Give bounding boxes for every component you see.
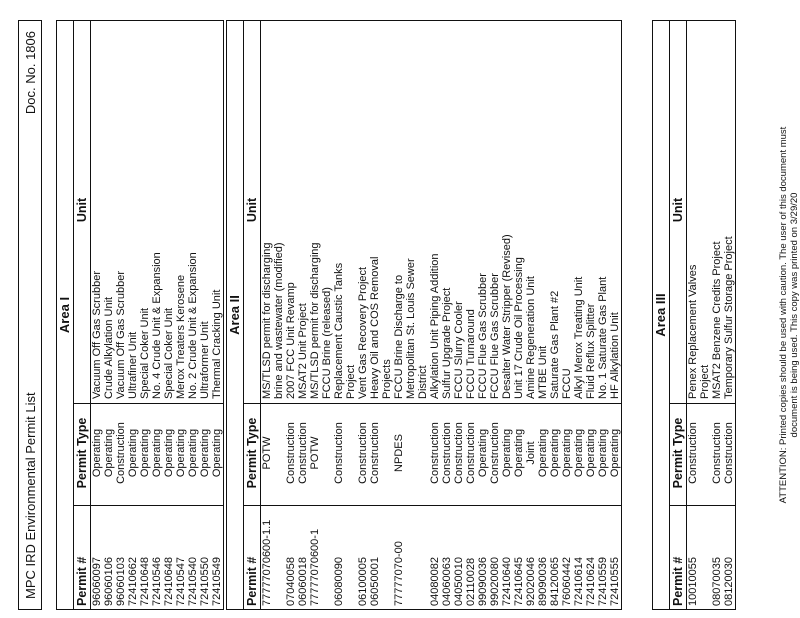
permit-type-cell [321, 403, 333, 505]
permit-type-cell: Operating [163, 403, 175, 505]
permit-type-cell: Operating [127, 403, 139, 505]
permit-number-cell: 99020080 [489, 505, 501, 609]
permit-number-cell: 92020046 [525, 505, 537, 609]
permit-number-cell: 77777070600-1.1 [261, 505, 273, 609]
unit-name-cell: Desalter Water Stripper (Revised) [501, 234, 513, 399]
permit-type-cell [273, 403, 285, 505]
unit-name-cell: Crude Alkylation Unit [103, 296, 115, 399]
permit-number-cell: 72410546 [151, 505, 163, 609]
permit-number-cell: 06050001 [369, 505, 381, 609]
permit-number-cell: 77777070-00 [393, 505, 405, 609]
table-row [549, 21, 561, 609]
unit-name-cell: FCCU Flue Gas Scrubber [477, 273, 489, 399]
col-permit-header: Permit # [74, 505, 90, 609]
area-2-column-headers [244, 21, 261, 609]
table-row [513, 21, 525, 609]
table-row [687, 21, 699, 609]
table-row [477, 21, 489, 609]
table-row [345, 21, 357, 609]
permit-type-cell: Joint [525, 403, 537, 505]
permit-number-cell [381, 505, 393, 609]
permit-type-cell: Operating [199, 403, 211, 505]
table-row [489, 21, 501, 609]
table-row [297, 21, 309, 609]
unit-name-cell: Unit 17 Crude Oil Processing [513, 257, 525, 399]
permit-type-cell: Operating [477, 403, 489, 505]
unit-name-cell: Vacuum Off Gas Scrubber [115, 271, 127, 399]
table-row [699, 21, 711, 609]
area-2-rows [261, 21, 621, 609]
area-3-table [652, 20, 736, 610]
permit-type-cell: Construction [489, 403, 501, 505]
permit-type-cell: Operating [151, 403, 163, 505]
permit-type-cell: Construction [429, 403, 441, 505]
table-row [537, 21, 549, 609]
table-row [711, 21, 723, 609]
permit-type-cell: Operating [211, 403, 223, 505]
table-row [381, 21, 393, 609]
table-row [139, 21, 151, 609]
unit-name-cell: 2007 FCC Unit Revamp [285, 282, 297, 399]
unit-name-cell: MTBE Unit [537, 345, 549, 399]
permit-type-cell: Construction [687, 403, 699, 505]
permit-type-cell: Construction [465, 403, 477, 505]
unit-name-cell: Project [699, 364, 711, 399]
footer-line-2: document is being used. This copy was printed on 3/29/20 [789, 192, 800, 438]
unit-name-cell: Saturate Gas Plant #2 [549, 290, 561, 399]
permit-number-cell: 96060103 [115, 505, 127, 609]
permit-type-cell [381, 403, 393, 505]
table-row [127, 21, 139, 609]
permit-number-cell: 99090036 [477, 505, 489, 609]
permit-type-cell: NPDES [393, 403, 405, 505]
unit-name-cell: No. 2 Crude Unit & Expansion [187, 252, 199, 399]
permit-number-cell: 77777070600-1 [309, 505, 321, 609]
table-row [187, 21, 199, 609]
table-row [453, 21, 465, 609]
col-unit-header: Unit [245, 197, 259, 223]
permit-number-cell: 06080090 [333, 505, 345, 609]
col-permit-header: Permit # [244, 505, 260, 609]
unit-name-cell: FCCU Brine Discharge to [393, 274, 405, 399]
table-row [501, 21, 513, 609]
unit-name-cell: District [417, 365, 429, 399]
rotated-document-page [12, 12, 800, 618]
permit-type-cell: Construction [357, 403, 369, 505]
permit-number-cell: 72410640 [501, 505, 513, 609]
permit-number-cell: 04060063 [441, 505, 453, 609]
unit-name-cell: Fluid Reflux Splitter [585, 303, 597, 399]
table-row [333, 21, 345, 609]
table-row [429, 21, 441, 609]
unit-name-cell: MS/TLSD permit for discharging [309, 242, 321, 399]
permit-type-cell: Operating [91, 403, 103, 505]
permit-number-cell: 89090036 [537, 505, 549, 609]
permit-type-cell: POTW [261, 403, 273, 505]
unit-name-cell: Projects [381, 359, 393, 399]
col-type-header: Permit Type [244, 403, 260, 505]
permit-type-cell: Construction [711, 403, 723, 505]
unit-name-cell: Alkylation Unit Piping Addition [429, 253, 441, 399]
permit-number-cell: 06060018 [297, 505, 309, 609]
unit-name-cell: Special Coker Unit [163, 307, 175, 399]
permit-number-cell [321, 505, 333, 609]
col-unit-header: Unit [75, 197, 89, 223]
document-header [18, 20, 42, 610]
permit-number-cell [405, 505, 417, 609]
unit-name-cell: Vacuum Off Gas Scrubber [91, 271, 103, 399]
table-row [405, 21, 417, 609]
unit-name-cell: Metropolitan St. Louis Sewer [405, 258, 417, 399]
table-row [115, 21, 127, 609]
unit-name-cell: HF Alkylation Unit [609, 312, 621, 399]
permit-number-cell: 96060106 [103, 505, 115, 609]
permit-number-cell: 06100005 [357, 505, 369, 609]
unit-name-cell: Heavy Oil and COS Removal [369, 256, 381, 399]
col-type-header: Permit Type [74, 403, 90, 505]
table-row [465, 21, 477, 609]
permit-number-cell: 72410555 [609, 505, 621, 609]
permit-type-cell [345, 403, 357, 505]
table-row [525, 21, 537, 609]
permit-number-cell: 72410648 [163, 505, 175, 609]
table-row [91, 21, 103, 609]
permit-type-cell: Construction [723, 403, 735, 505]
area-3-rows [687, 21, 735, 609]
permit-type-cell: Construction [441, 403, 453, 505]
permit-type-cell: Construction [297, 403, 309, 505]
permit-number-cell: 72410540 [187, 505, 199, 609]
document-number: Doc. No. 1806 [22, 31, 38, 115]
permit-number-cell: 08120030 [723, 505, 735, 609]
table-row [723, 21, 735, 609]
unit-name-cell: No. 4 Crude Unit & Expansion [151, 252, 163, 399]
permit-type-cell [417, 403, 429, 505]
permit-type-cell: Operating [103, 403, 115, 505]
permit-number-cell: 72410559 [597, 505, 609, 609]
unit-name-cell: Special Coker Unit [139, 307, 151, 399]
permit-type-cell: Operating [513, 403, 525, 505]
permit-type-cell: Construction [285, 403, 297, 505]
col-type-header: Permit Type [670, 403, 686, 505]
unit-name-cell: Ultraformer Unit [199, 321, 211, 399]
table-row [285, 21, 297, 609]
unit-name-cell: Ultrafiner Unit [127, 331, 139, 399]
table-row [103, 21, 115, 609]
permit-number-cell: 10010055 [687, 505, 699, 609]
permit-number-cell: 04080082 [429, 505, 441, 609]
table-row [151, 21, 163, 609]
table-row [199, 21, 211, 609]
permit-type-cell: POTW [309, 403, 321, 505]
area-2-table [226, 20, 622, 610]
permit-type-cell: Operating [139, 403, 151, 505]
table-row [573, 21, 585, 609]
permit-type-cell [405, 403, 417, 505]
permit-type-cell: Operating [187, 403, 199, 505]
table-row [211, 21, 223, 609]
unit-name-cell: MS/TLSD permit for discharging [261, 242, 273, 399]
permit-number-cell: 72410662 [127, 505, 139, 609]
unit-name-cell: Merox Treaters Kerosene [175, 274, 187, 399]
table-row [609, 21, 621, 609]
permit-number-cell: 04050010 [453, 505, 465, 609]
unit-name-cell: Thermal Cracking Unit [211, 289, 223, 399]
permit-type-cell: Operating [549, 403, 561, 505]
permit-type-cell: Operating [597, 403, 609, 505]
permit-number-cell: 02110028 [465, 505, 477, 609]
unit-name-cell: Replacement Caustic Tanks [333, 262, 345, 399]
permit-number-cell: 72410645 [513, 505, 525, 609]
unit-name-cell: Sulfur Upgrade Project [441, 287, 453, 399]
permit-type-cell: Construction [453, 403, 465, 505]
permit-number-cell: 72410549 [211, 505, 223, 609]
unit-name-cell: Alkyl Merox Treating Unit [573, 276, 585, 399]
permit-type-cell: Construction [115, 403, 127, 505]
permit-number-cell: 72410648 [139, 505, 151, 609]
table-row [273, 21, 285, 609]
table-row [369, 21, 381, 609]
permit-number-cell: 72410624 [585, 505, 597, 609]
attention-footer [778, 20, 800, 610]
unit-name-cell: FCCU Slurry Cooler [453, 301, 465, 399]
unit-name-cell: Project [345, 364, 357, 399]
unit-name-cell: MSAT2 Unit Project [297, 303, 309, 399]
table-row [561, 21, 573, 609]
unit-name-cell: FCCU [561, 368, 573, 399]
table-row [309, 21, 321, 609]
area-1-rows [91, 21, 223, 609]
permit-number-cell [273, 505, 285, 609]
table-row [261, 21, 273, 609]
area-3-column-headers [670, 21, 687, 609]
permit-number-cell [417, 505, 429, 609]
permit-type-cell [699, 403, 711, 505]
table-row [175, 21, 187, 609]
permit-number-cell: 08070035 [711, 505, 723, 609]
unit-name-cell: brine and wastewater (modified) [273, 242, 285, 399]
footer-line-1: ATTENTION: Printed copies should be used with caution. The user of this document must [778, 126, 789, 504]
permit-type-cell: Operating [561, 403, 573, 505]
unit-name-cell: Penex Replacement Valves [687, 264, 699, 399]
table-row [393, 21, 405, 609]
unit-name-cell: FCCU Flue Gas Scrubber [489, 273, 501, 399]
table-row [417, 21, 429, 609]
unit-name-cell: Vent Gas Recovery Project [357, 266, 369, 399]
table-row [321, 21, 333, 609]
permit-number-cell: 96060097 [91, 505, 103, 609]
unit-name-cell: FCCU Turnaround [465, 309, 477, 399]
permit-number-cell: 84120065 [549, 505, 561, 609]
permit-number-cell [345, 505, 357, 609]
unit-name-cell: Temporary Sulfur Storage Project [723, 236, 735, 399]
permit-number-cell [699, 505, 711, 609]
table-row [585, 21, 597, 609]
permit-type-cell: Operating [175, 403, 187, 505]
col-unit-header: Unit [671, 197, 685, 223]
permit-type-cell: Operating [537, 403, 549, 505]
unit-name-cell: Amine Regeneration Unit [525, 276, 537, 399]
unit-name-cell: MSAT2 Benzene Credits Project [711, 241, 723, 399]
col-permit-header: Permit # [670, 505, 686, 609]
permit-type-cell: Operating [573, 403, 585, 505]
permit-type-cell: Operating [609, 403, 621, 505]
unit-name-cell: FCCU Brine (released) [321, 287, 333, 399]
permit-number-cell: 76060442 [561, 505, 573, 609]
permit-type-cell: Construction [369, 403, 381, 505]
table-row [597, 21, 609, 609]
unit-name-cell: No. 1 Saturate Gas Plant [597, 276, 609, 399]
area-1-title: Area I [57, 21, 74, 609]
permit-number-cell: 07040058 [285, 505, 297, 609]
area-1-column-headers [74, 21, 91, 609]
permit-type-cell: Construction [333, 403, 345, 505]
area-1-table [56, 20, 224, 610]
permit-number-cell: 72410550 [199, 505, 211, 609]
table-row [163, 21, 175, 609]
document-title: MPC IRD Environmental Permit List [22, 392, 38, 599]
permit-number-cell: 72410547 [175, 505, 187, 609]
permit-number-cell: 72410614 [573, 505, 585, 609]
table-row [441, 21, 453, 609]
area-2-title: Area II [227, 21, 244, 609]
area-3-title: Area III [653, 21, 670, 609]
table-row [357, 21, 369, 609]
permit-type-cell: Operating [501, 403, 513, 505]
permit-type-cell: Operating [585, 403, 597, 505]
